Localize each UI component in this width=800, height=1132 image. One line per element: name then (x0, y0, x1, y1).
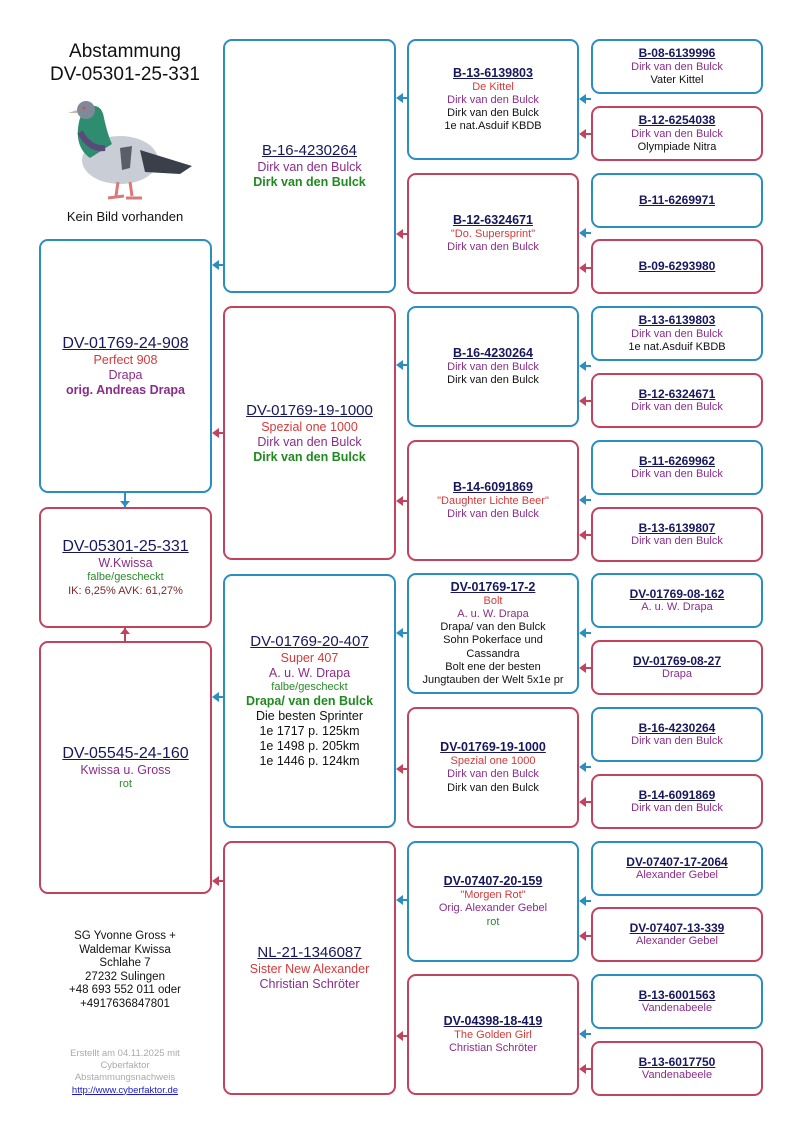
ancestor-box-gen3[interactable] (407, 173, 579, 294)
parent-arrow-icon (396, 364, 407, 366)
ring-number-link[interactable]: B-11-6269971 (638, 193, 716, 208)
ring-number-link[interactable]: DV-01769-08-162 (629, 586, 725, 601)
parent-arrow-icon (579, 667, 591, 669)
footer-app: Cyberfaktor (100, 1060, 150, 1072)
ancestor-box-gen4[interactable] (591, 106, 763, 161)
parent-arrow-icon (579, 98, 591, 100)
ancestor-box-gen4[interactable] (591, 573, 763, 628)
pigeon-breeder: Vandenabeele (641, 1069, 713, 1082)
ring-number-link[interactable]: B-12-6324671 (638, 386, 716, 401)
pigeon-breeder: Dirk van den Bulck (631, 127, 723, 140)
ancestor-box-gen4[interactable] (591, 907, 763, 962)
pigeon-note: Jungtauben der Welt 5x1e pr (422, 673, 564, 686)
sire-box[interactable] (39, 239, 212, 493)
page-title (20, 40, 230, 86)
parent-arrow-icon (579, 232, 591, 234)
ring-number-link[interactable]: B-13-6017750 (638, 1054, 716, 1069)
parent-arrow-icon (396, 899, 407, 901)
ring-number-link[interactable]: DV-05301-25-331 (62, 538, 189, 556)
pigeon-name: Bolt (483, 594, 503, 607)
pigeon-breeder: Dirk van den Bulck (447, 508, 539, 520)
pigeon-breeder: Dirk van den Bulck (447, 241, 539, 253)
pigeon-name: Super 407 (280, 650, 339, 665)
ring-number-link[interactable]: B-09-6293980 (638, 259, 716, 274)
ancestor-box-gen4[interactable] (591, 239, 763, 294)
ring-number-link[interactable]: DV-05545-24-160 (62, 744, 189, 762)
pigeon-note: Dirk van den Bulck (447, 374, 539, 386)
footer-created: Erstellt am 04.11.2025 mit (70, 1048, 180, 1059)
pigeon-note: 1e 1498 p. 205km (259, 739, 360, 754)
parent-arrow-icon (212, 880, 223, 882)
parent-arrow-icon (124, 628, 126, 641)
pigeon-breeder: Dirk van den Bulck (447, 360, 539, 373)
parent-arrow-icon (579, 935, 591, 937)
owner-address-line: +48 693 552 011 oder (68, 984, 181, 997)
ring-number-link[interactable]: B-11-6269962 (638, 453, 716, 468)
ancestor-box-gen3[interactable] (407, 440, 579, 561)
no-image-caption: Kein Bild vorhanden (66, 209, 184, 224)
ring-number-link[interactable]: DV-07407-20-159 (443, 874, 543, 889)
pigeon-color: rot (119, 778, 132, 790)
pigeon-name: "Daughter Lichte Beer" (437, 494, 549, 507)
pigeon-note: 1e nat.Asduif KBDB (628, 340, 726, 353)
pigeon-name: The Golden Girl (454, 1028, 532, 1041)
pigeon-name: Perfect 908 (93, 353, 158, 368)
pigeon-owner: Dirk van den Bulck (253, 175, 366, 189)
footer-doc-type: Abstammungsnachweis (74, 1072, 176, 1084)
ancestor-box-gen2[interactable] (223, 39, 396, 293)
ancestor-box-gen4[interactable] (591, 774, 763, 829)
ancestor-box-gen4[interactable] (591, 707, 763, 762)
pigeon-breeder: Alexander Gebel (636, 935, 718, 948)
pigeon-note: Cassandra (466, 647, 520, 660)
pigeon-note: Dirk van den Bulck (447, 781, 539, 794)
ancestor-box-gen4[interactable] (591, 507, 763, 562)
owner-address (20, 930, 230, 1012)
parent-arrow-icon (396, 768, 407, 770)
parent-arrow-icon (396, 97, 407, 99)
ancestor-box-gen4[interactable] (591, 373, 763, 428)
parent-arrow-icon (579, 133, 591, 135)
ancestor-box-gen3[interactable] (407, 841, 579, 962)
pigeon-breeder: A. u. W. Drapa (641, 601, 713, 614)
parent-arrow-icon (579, 1068, 591, 1070)
pigeon-note: 1e nat.Asduif KBDB (444, 120, 542, 133)
pigeon-breeder: Dirk van den Bulck (631, 535, 723, 548)
ring-number-link[interactable]: B-16-4230264 (638, 720, 716, 735)
pigeon-breeder: Drapa (662, 668, 692, 681)
parent-arrow-icon (579, 400, 591, 402)
pigeon-breeder: Dirk van den Bulck (631, 802, 723, 815)
footer-credit (20, 1048, 230, 1097)
pigeon-note: Olympiade Nitra (637, 140, 717, 153)
owner-address-line: Waldemar Kwissa (79, 943, 171, 956)
ring-number-link[interactable]: B-08-6139996 (638, 46, 716, 61)
pigeon-breeder: Vandenabeele (641, 1002, 713, 1015)
ancestor-box-gen4[interactable] (591, 440, 763, 495)
ancestor-box-gen4[interactable] (591, 1041, 763, 1096)
ring-number-link[interactable]: DV-01769-19-1000 (440, 740, 546, 755)
ring-number-link[interactable]: B-14-6091869 (453, 479, 533, 494)
pigeon-breeder: Dirk van den Bulck (631, 327, 723, 340)
pigeon-breeder: Dirk van den Bulck (257, 434, 362, 449)
ancestor-box-gen4[interactable] (591, 841, 763, 896)
ancestor-box-gen4[interactable] (591, 39, 763, 94)
pigeon-note: Drapa/ van den Bulck (440, 621, 546, 634)
pigeon-name: Sister New Alexander (249, 962, 370, 976)
pigeon-note: 1e 1717 p. 125km (259, 724, 360, 739)
parent-arrow-icon (579, 632, 591, 634)
pigeon-owner: Drapa/ van den Bulck (245, 694, 374, 709)
pigeon-note: Vater Kittel (650, 73, 704, 86)
parent-arrow-icon (579, 365, 591, 367)
parent-arrow-icon (579, 1033, 591, 1035)
pigeon-breeder: Orig. Alexander Gebel (438, 902, 548, 915)
pigeon-breeder: W.Kwissa (98, 556, 153, 571)
pigeon-stats: IK: 6,25% AVK: 61,27% (68, 584, 183, 597)
owner-address-line: Schlahe 7 (99, 957, 151, 970)
pigeon-note: Sohn Pokerface und (443, 634, 543, 647)
pigeon-name: Spezial one 1000 (261, 419, 358, 434)
pigeon-placeholder-image (50, 88, 200, 208)
pigeon-breeder: A. u. W. Drapa (268, 665, 351, 680)
parent-arrow-icon (579, 900, 591, 902)
title-heading: Abstammung (69, 41, 181, 62)
pigeon-name: "Morgen Rot" (460, 889, 526, 902)
ring-number-link[interactable]: DV-04398-18-419 (443, 1013, 543, 1028)
parent-arrow-icon (396, 500, 407, 502)
ancestor-box-gen2[interactable] (223, 574, 396, 828)
pigeon-note: Bolt ene der besten (445, 660, 541, 673)
ancestor-box-gen2[interactable] (223, 841, 396, 1095)
parent-arrow-icon (212, 432, 223, 434)
ring-number-link[interactable]: DV-01769-08-27 (632, 653, 722, 668)
pigeon-name: Spezial one 1000 (450, 755, 536, 768)
pigeon-name: De Kittel (472, 80, 514, 93)
ring-number-link[interactable]: DV-01769-17-2 (450, 579, 536, 594)
pigeon-color: rot (486, 915, 500, 928)
ancestor-box-gen4[interactable] (591, 974, 763, 1029)
parent-arrow-icon (579, 801, 591, 803)
parent-arrow-icon (396, 632, 407, 634)
owner-address-line: SG Yvonne Gross + (74, 930, 176, 942)
parent-arrow-icon (212, 696, 223, 698)
owner-address-line: 27232 Sulingen (85, 970, 165, 983)
ring-number-link[interactable]: B-13-6001563 (638, 987, 716, 1002)
pigeon-breederbold: orig. Andreas Drapa (65, 383, 185, 398)
ancestor-box-gen4[interactable] (591, 306, 763, 361)
ancestor-box-gen3[interactable] (407, 39, 579, 160)
ring-number-link[interactable]: DV-07407-13-339 (629, 920, 725, 935)
ancestor-box-gen3[interactable] (407, 707, 579, 828)
ring-number-link[interactable]: B-14-6091869 (638, 787, 716, 802)
pigeon-breeder: Dirk van den Bulck (631, 401, 723, 414)
pigeon-breeder: Christian Schröter (448, 1042, 538, 1054)
pigeon-breeder: Dirk van den Bulck (447, 93, 539, 106)
pigeon-breeder: Dirk van den Bulck (447, 768, 539, 781)
dam-box[interactable] (39, 641, 212, 894)
footer-link[interactable]: http://www.cyberfaktor.de (71, 1084, 179, 1096)
ring-number-link[interactable]: NL-21-1346087 (257, 944, 362, 961)
parent-arrow-icon (212, 264, 223, 266)
pigeon-note: Dirk van den Bulck (447, 107, 539, 119)
ring-number-link[interactable]: B-12-6254038 (638, 113, 716, 128)
pigeon-breeder: Dirk van den Bulck (257, 160, 362, 174)
pigeon-note: Die besten Sprinter (255, 709, 363, 724)
pigeon-note: 1e 1446 p. 124km (259, 754, 360, 769)
pigeon-breeder: Kwissa u. Gross (80, 763, 171, 777)
ring-number-link[interactable]: B-13-6139803 (638, 313, 716, 328)
pigeon-breeder: A. u. W. Drapa (457, 608, 529, 621)
ancestor-box-gen3[interactable] (407, 306, 579, 427)
ancestor-box-gen3[interactable] (407, 573, 579, 694)
ring-number-link[interactable]: B-16-4230264 (453, 345, 533, 360)
ring-number-link[interactable]: DV-01769-19-1000 (246, 401, 373, 419)
pigeon-breeder: Dirk van den Bulck (631, 60, 723, 73)
ancestor-box-gen4[interactable] (591, 173, 763, 228)
pigeon-color: falbe/gescheckt (271, 680, 348, 693)
parent-arrow-icon (124, 493, 126, 507)
pigeon-breeder: Dirk van den Bulck (631, 735, 723, 748)
pigeon-name: "Do. Supersprint" (450, 227, 536, 240)
ring-number-link[interactable]: DV-01769-20-407 (250, 632, 369, 650)
ring-number-link[interactable]: B-12-6324671 (453, 212, 533, 227)
ancestor-box-gen4[interactable] (591, 640, 763, 695)
ring-number-link[interactable]: DV-01769-24-908 (62, 334, 189, 352)
ancestor-box-gen3[interactable] (407, 974, 579, 1095)
ring-number-link[interactable]: DV-07407-17-2064 (626, 854, 728, 869)
parent-arrow-icon (579, 766, 591, 768)
ring-number-link[interactable]: B-13-6139803 (453, 65, 533, 80)
parent-arrow-icon (396, 233, 407, 235)
ring-number-link[interactable]: B-16-4230264 (261, 142, 358, 159)
pigeon-owner: Dirk van den Bulck (253, 449, 366, 464)
pigeon-breeder: Drapa (108, 368, 143, 383)
ancestor-box-gen2[interactable] (223, 306, 396, 560)
owner-address-line: +4917636847801 (80, 997, 170, 1010)
pigeon-breeder: Dirk van den Bulck (631, 468, 723, 481)
parent-arrow-icon (579, 499, 591, 501)
pigeon-color: falbe/gescheckt (87, 571, 164, 584)
parent-arrow-icon (579, 534, 591, 536)
subject-pigeon-box[interactable] (39, 507, 212, 628)
ring-number-link[interactable]: B-13-6139807 (638, 520, 716, 535)
parent-arrow-icon (396, 1035, 407, 1037)
pigeon-breeder: Alexander Gebel (636, 869, 718, 882)
pigeon-breeder: Christian Schröter (259, 977, 360, 991)
parent-arrow-icon (579, 267, 591, 269)
title-ring-number: DV-05301-25-331 (50, 64, 200, 85)
